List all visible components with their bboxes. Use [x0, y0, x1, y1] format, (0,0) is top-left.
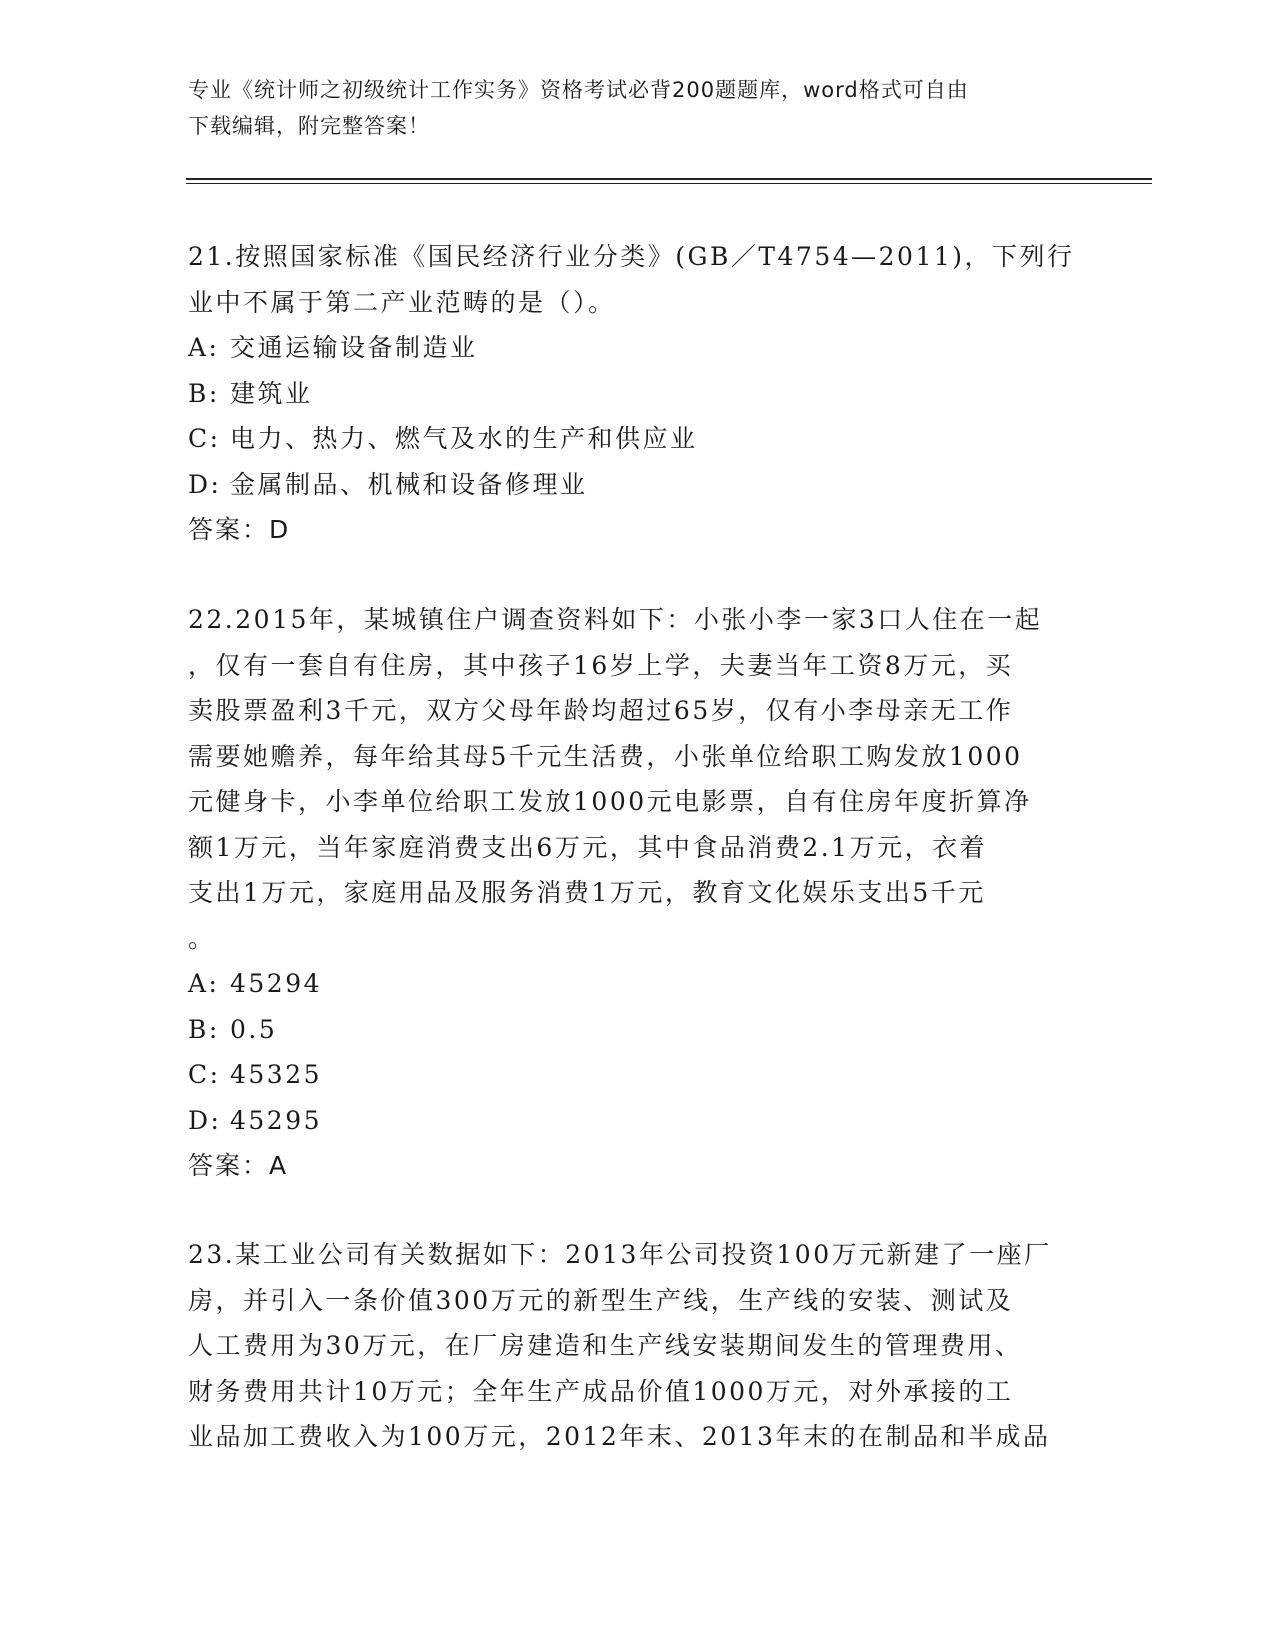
question-text-line: 业中不属于第二产业范畴的是（）。	[188, 287, 616, 317]
option-text: 建筑业	[230, 378, 313, 408]
header-line-1: 专业《统计师之初级统计工作实务》资格考试必背200题题库，word格式可自由	[188, 78, 969, 102]
question-text-line: 22.2015年，某城镇住户调查资料如下：小张小李一家3口人住在一起	[188, 605, 1043, 634]
option-key: A:	[188, 969, 220, 998]
question-text-line: 人工费用为30万元，在厂房建造和生产线安装期间发生的管理费用、	[188, 1331, 1023, 1360]
option-key: C:	[188, 1060, 221, 1089]
header-divider-thin	[186, 183, 1152, 184]
option-d	[188, 462, 1078, 508]
answer-label: 答案：A	[188, 1151, 289, 1180]
option-c	[188, 1052, 1078, 1098]
question-text-line: 业品加工费收入为100万元，2012年末、2013年末的在制品和半成品	[188, 1422, 1051, 1451]
option-key: A:	[188, 333, 220, 362]
question-22	[188, 597, 1078, 1189]
option-a	[188, 325, 1078, 371]
option-d	[188, 1098, 1078, 1144]
question-text-line: 。	[188, 923, 216, 953]
option-text: 交通运输设备制造业	[230, 333, 478, 362]
answer-label: 答案：D	[188, 515, 291, 544]
option-b	[188, 371, 1078, 417]
option-text: 45294	[230, 969, 323, 998]
option-a	[188, 961, 1078, 1007]
option-c	[188, 416, 1078, 462]
option-key: B:	[188, 378, 220, 408]
header-divider-thick	[186, 178, 1152, 180]
question-text-line: 21.按照国家标准《国民经济行业分类》(GB／T4754—2011)，下列行	[188, 242, 1075, 271]
question-text-line: 额1万元，当年家庭消费支出6万元，其中食品消费2.1万元，衣着	[188, 832, 988, 862]
question-21	[188, 234, 1078, 553]
question-text-line: 需要她赡养，每年给其母5千元生活费，小张单位给职工购发放1000	[188, 741, 1023, 771]
option-text: 金属制品、机械和设备修理业	[230, 469, 588, 499]
question-text-line: 23.某工业公司有关数据如下：2013年公司投资100万元新建了一座厂	[188, 1240, 1052, 1269]
header-line-2: 下载编辑，附完整答案！	[188, 114, 430, 138]
option-key: D:	[188, 1105, 222, 1135]
option-b	[188, 1007, 1078, 1053]
question-text-line: ，仅有一套自有住房，其中孩子16岁上学，夫妻当年工资8万元，买	[188, 650, 1014, 680]
option-key: B:	[188, 1014, 220, 1044]
option-text: 45325	[230, 1060, 323, 1089]
option-text: 电力、热力、燃气及水的生产和供应业	[230, 424, 698, 453]
question-text-line: 卖股票盈利3千元，双方父母年龄均超过65岁，仅有小李母亲无工作	[188, 696, 1014, 725]
option-text: 0.5	[230, 1014, 278, 1044]
question-text-line: 财务费用共计10万元；全年生产成品价值1000万元，对外承接的工	[188, 1376, 1014, 1406]
option-text: 45295	[230, 1105, 323, 1135]
option-key: C:	[188, 424, 221, 453]
document-header	[188, 72, 1068, 144]
question-23	[188, 1232, 1078, 1460]
question-text-line: 元健身卡，小李单位给职工发放1000元电影票，自有住房年度折算净	[188, 787, 1032, 816]
option-key: D:	[188, 469, 222, 499]
question-text-line: 房，并引入一条价值300万元的新型生产线，生产线的安装、测试及	[188, 1285, 1014, 1315]
question-text-line: 支出1万元，家庭用品及服务消费1万元，教育文化娱乐支出5千元	[188, 878, 986, 907]
